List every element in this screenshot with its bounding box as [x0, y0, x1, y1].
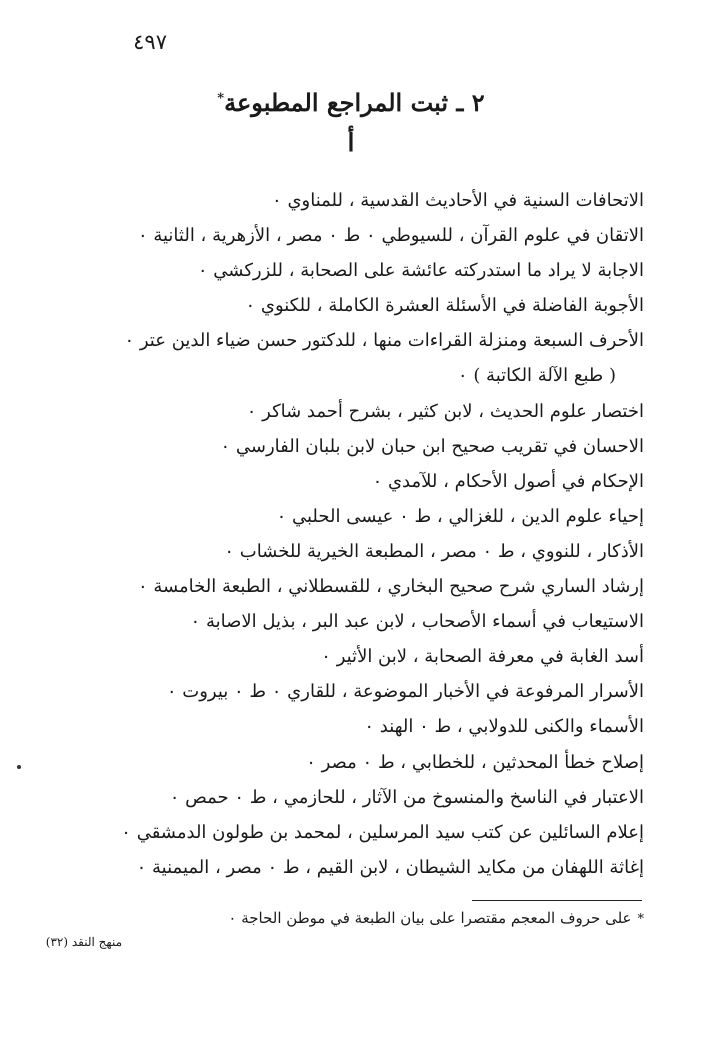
footnote-divider: [472, 900, 642, 901]
letter-heading: أ: [347, 128, 355, 157]
reference-entry: إعلام السائلين عن كتب سيد المرسلين ، لمحمد بن طولون الدمشقي ٠: [121, 821, 644, 843]
page-signature: منهج النقد (٣٢): [45, 935, 122, 949]
reference-entry: إرشاد الساري شرح صحيح البخاري ، للقسطلاني ، الطبعة الخامسة ٠: [137, 576, 644, 598]
footnote-mark: *: [637, 912, 644, 927]
reference-entry: إحياء علوم الدين ، للغزالي ، ط ٠ عيسى الحلبي ٠: [276, 505, 644, 527]
reference-entry: الأذكار ، للنووي ، ط ٠ مصر ، المطبعة الخيرية للخشاب ٠: [224, 540, 644, 562]
references-list: [34, 183, 644, 885]
reference-entry: إصلاح خطأ المحدثين ، للخطابي ، ط ٠ مصر ٠: [306, 751, 644, 773]
margin-mark: [17, 765, 21, 769]
reference-entry: الأسرار المرفوعة في الأخبار الموضوعة ، للقاري ٠ ط ٠ بيروت ٠: [166, 681, 644, 703]
reference-entry-continuation: ( طبع الآلة الكاتبة ) ٠: [457, 365, 616, 387]
reference-entry: الاتقان في علوم القرآن ، للسيوطي ٠ ط ٠ مصر ، الأزهرية ، الثانية ٠: [137, 225, 644, 247]
reference-entry: الاعتبار في الناسخ والمنسوخ من الآثار ، للحازمي ، ط ٠ حمص ٠: [169, 786, 644, 808]
footnote: [34, 907, 644, 931]
reference-entry: اختصار علوم الحديث ، لابن كثير ، بشرح أحمد شاكر ٠: [246, 400, 644, 422]
reference-entry: الأسماء والكنى للدولابي ، ط ٠ الهند ٠: [364, 716, 644, 738]
reference-entry: أسد الغابة في معرفة الصحابة ، لابن الأثير ٠: [321, 646, 644, 668]
reference-entry: الإحكام في أصول الأحكام ، للآمدي ٠: [372, 470, 644, 492]
reference-entry: الأحرف السبعة ومنزلة القراءات منها ، للدكتور حسن ضياء الدين عتر ٠: [124, 330, 644, 352]
section-title: [0, 88, 702, 117]
section-title-text: ٢ ـ ثبت المراجع المطبوعة: [224, 88, 485, 117]
page-number: ٤٩٧: [133, 30, 167, 54]
reference-entry: إغاثة اللهفان من مكايد الشيطان ، لابن القيم ، ط ٠ مصر ، الميمنية ٠: [136, 856, 644, 878]
reference-entry: الاتحافات السنية في الأحاديث القدسية ، للمناوي ٠: [272, 190, 644, 211]
reference-entry: الاحسان في تقريب صحيح ابن حبان لابن بلبان الفارسي ٠: [220, 435, 644, 457]
title-footnote-mark: *: [217, 91, 225, 106]
reference-entry: الاجابة لا يراد ما استدركته عائشة على الصحابة ، للزركشي ٠: [197, 260, 644, 282]
reference-entry: الاستيعاب في أسماء الأصحاب ، لابن عبد البر ، بذيل الاصابة ٠: [190, 611, 644, 633]
reference-entry: الأجوبة الفاضلة في الأسئلة العشرة الكاملة ، للكنوي ٠: [245, 295, 644, 317]
footnote-text: على حروف المعجم مقتصرا على بيان الطبعة في موطن الحاجة ٠: [228, 909, 632, 927]
